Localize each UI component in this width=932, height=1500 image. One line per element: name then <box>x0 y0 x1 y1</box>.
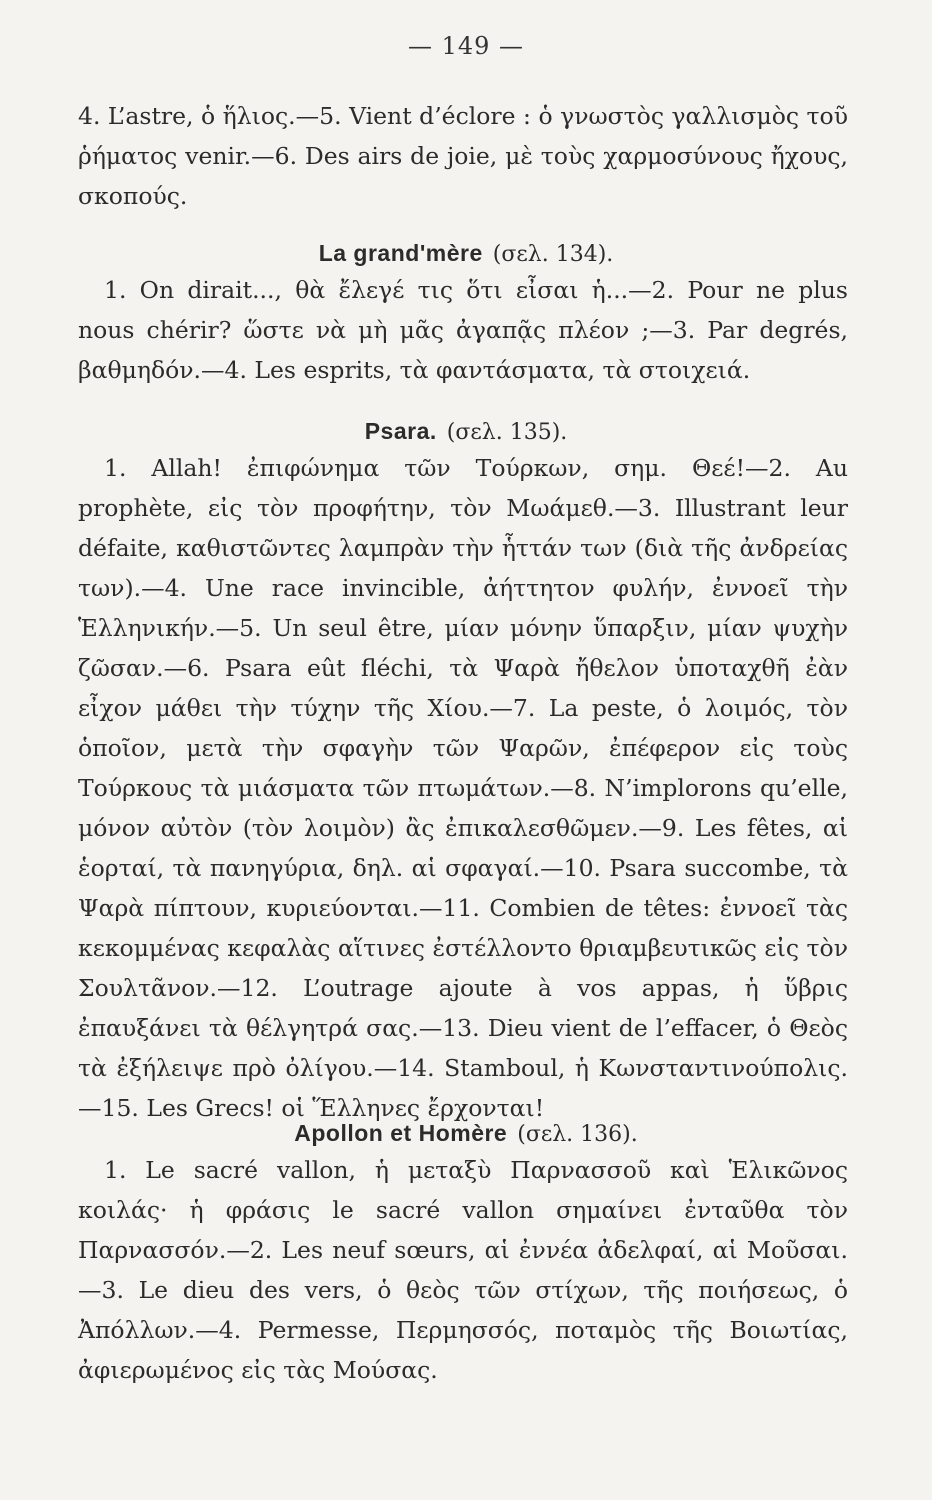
section-title: Psara. <box>364 418 437 444</box>
section-heading-apollon-homere <box>0 1120 932 1147</box>
section-page-ref: (σελ. 135). <box>446 420 568 445</box>
intro-notes <box>78 96 848 216</box>
section-heading-psara <box>0 418 932 445</box>
section-notes-grand-mere <box>78 270 848 390</box>
section-notes-psara <box>78 448 848 1128</box>
section-notes-apollon-homere <box>78 1150 848 1390</box>
section-body: 1. Allah! ἐπιφώνημα τῶν Τούρκων, σημ. Θεέ!—2. Au prophète, εἰς τὸν προφήτην, τὸν Μωάμεθ.—3. Illustrant leur défaite, καθιστῶντες λαμπρὰν τὴν ἧττάν των (διὰ τῆς ἀνδρείας των).—4. Une race invincible, ἀήττητον φυλήν, ἐννοεῖ τὴν Ἑλληνικήν.—5. Un seul être, μίαν μόνην ὕπαρξιν, μίαν ψυχὴν ζῶσαν.—6. Psara eût fléchi, τὰ Ψαρὰ ἤθελον ὑποταχθῆ ἐὰν εἶχον μάθει τὴν τύχην τῆς Χίου.—7. La peste, ὁ λοιμός, τὸν ὁποῖον, μετὰ τὴν σφαγὴν τῶν Ψαρῶν, ἐπέφερον εἰς τοὺς Τούρκους τὰ μιάσματα τῶν πτωμάτων.—8. N’implorons qu’elle, μόνον αὐτὸν (τὸν λοιμὸν) ἂς ἐπικαλεσθῶμεν.—9. Les fêtes, αἱ ἑορταί, τὰ πανηγύρια, δηλ. αἱ σφαγαί.—10. Psara succombe, τὰ Ψαρὰ πίπτουν, κυριεύονται.—11. Combien de têtes: ἐννοεῖ τὰς κεκομμένας κεφαλὰς αἵτινες ἐστέλλοντο θριαμβευτικῶς εἰς τὸν Σουλτᾶνον.—12. L’outrage ajoute à vos appas, ἡ ὕβρις ἐπαυξάνει τὰ θέλγητρά σας.—13. Dieu vient de l’effacer, ὁ Θεὸς τὰ ἐξήλειψε πρὸ ὀλίγου.—14. Stamboul, ἡ Κωνσταντινούπολις.—15. Les Grecs! οἱ Ἕλληνες ἔρχονται! <box>78 454 848 1122</box>
section-title: Apollon et Homère <box>294 1120 508 1146</box>
section-title: La grand'mère <box>318 240 483 266</box>
section-body: 1. Le sacré vallon, ἡ μεταξὺ Παρνασσοῦ καὶ Ἑλικῶνος κοιλάς· ἡ φράσις le sacré vallon σημαίνει ἐνταῦθα τὸν Παρνασσόν.—2. Les neuf sœurs, αἱ ἐννέα ἀδελφαί, αἱ Μοῦσαι.—3. Le dieu des vers, ὁ θεὸς τῶν στίχων, τῆς ποιήσεως, ὁ Ἀπόλλων.—4. Permesse, Περμησσός, ποταμὸς τῆς Βοιωτίας, ἀφιερωμένος εἰς τὰς Μούσας. <box>78 1156 848 1384</box>
page-number: — 149 — <box>407 32 525 60</box>
intro-paragraph: 4. L’astre, ὁ ἥλιος.—5. Vient d’éclore : ὁ γνωστὸς γαλλισμὸς τοῦ ῥήματος venir.—6. Des airs de joie, μὲ τοὺς χαρμοσύνους ἤχους, σκοπούς. <box>78 102 848 210</box>
section-page-ref: (σελ. 134). <box>492 242 614 267</box>
section-page-ref: (σελ. 136). <box>517 1122 638 1147</box>
section-heading-grand-mere <box>0 240 932 267</box>
section-body: 1. On dirait..., θὰ ἔλεγέ τις ὅτι εἶσαι ἡ...—2. Pour ne plus nous chérir? ὥστε νὰ μὴ μᾶς ἀγαπᾷς πλέον ;—3. Par degrés, βαθμηδόν.—4. Les esprits, τὰ φαντάσματα, τὰ στοιχειά. <box>78 276 848 384</box>
